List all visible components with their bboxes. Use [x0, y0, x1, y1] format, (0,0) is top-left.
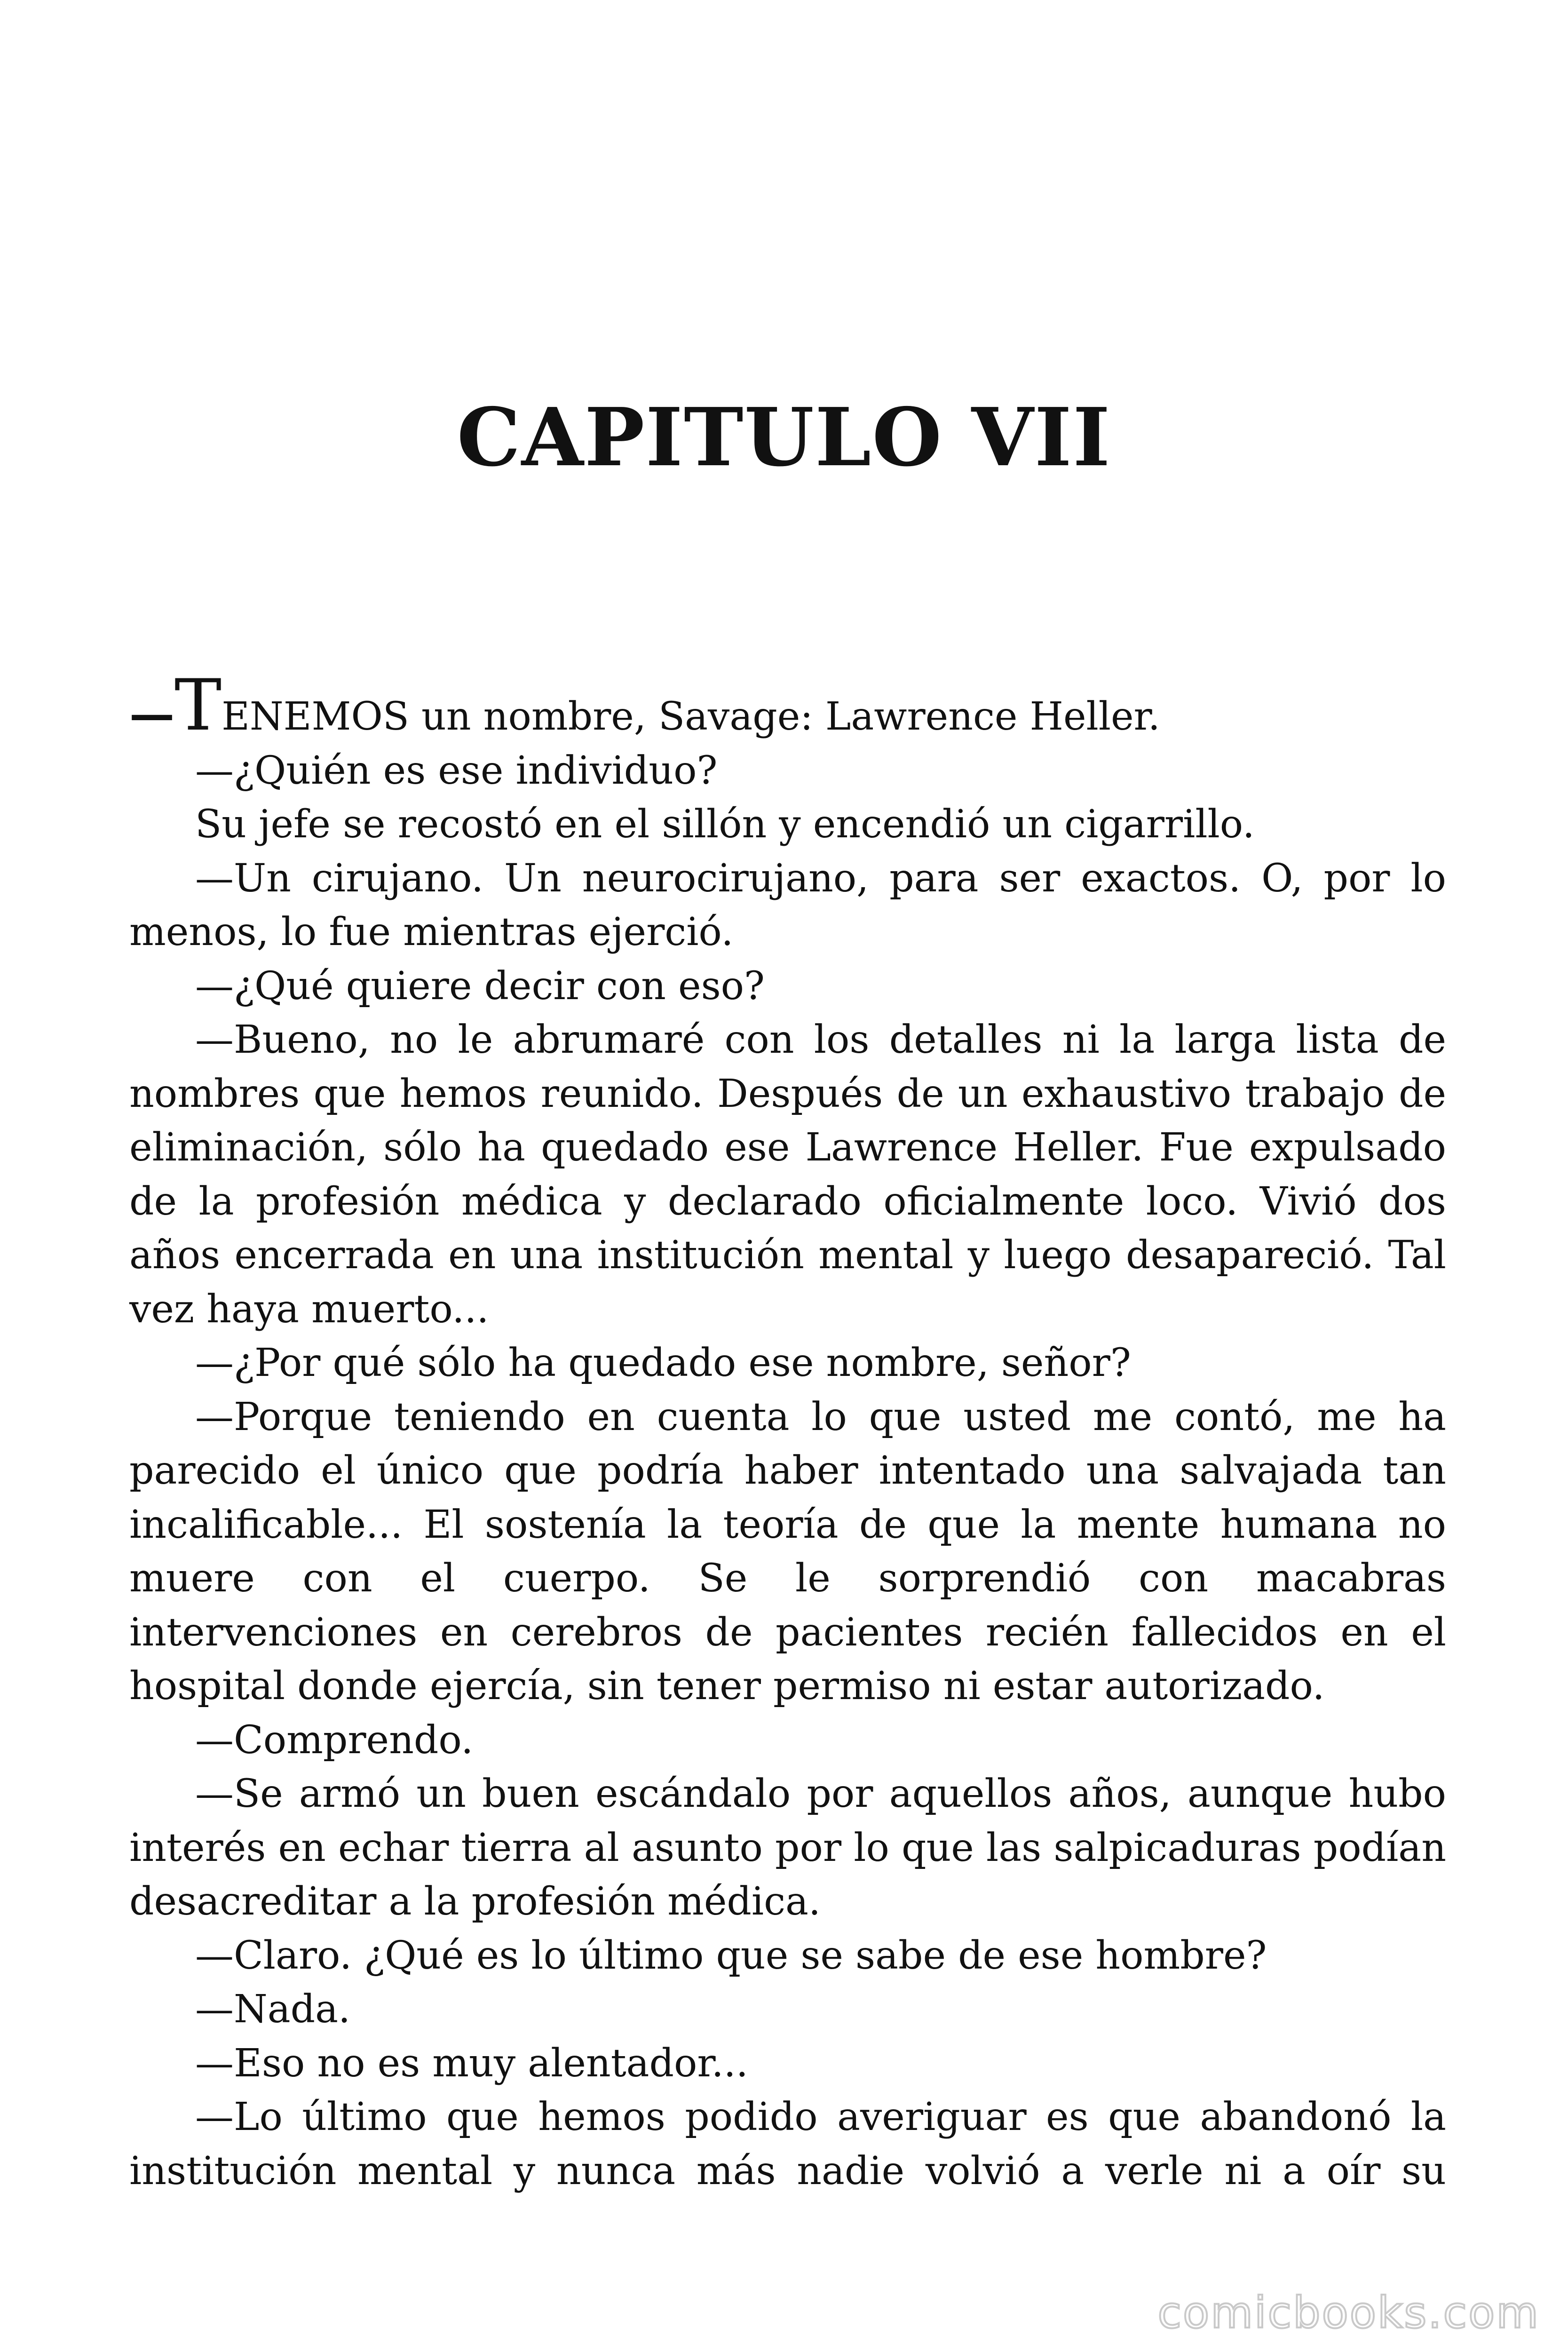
- paragraph: —Porque teniendo en cuenta lo que usted me contó, me ha parecido el único que podría haber intentado una salvajada tan incalificable... El sostenía la teoría de que la mente humana no muere con el cuerpo. Se le sorprendió con macabras intervenciones en cerebros de pacientes recién fallecidos en el hospital donde ejercía, sin tener permiso ni estar autorizado.: [129, 1394, 1446, 1708]
- opening-dash: —: [129, 687, 174, 740]
- paragraph: —¿Qué quiere decir con eso?: [195, 963, 765, 1009]
- drop-cap-letter: T: [174, 665, 222, 747]
- opening-paragraph: [129, 665, 1446, 747]
- watermark-logo: comicbooks.com: [1157, 2288, 1540, 2338]
- opening-small-caps: ENEMOS: [222, 694, 409, 739]
- paragraph: —¿Por qué sólo ha quedado ese nombre, señor?: [195, 1341, 1131, 1385]
- paragraph: —Bueno, no le abrumaré con los detalles ni la larga lista de nombres que hemos reunido. Después de un exhaustivo trabajo de eliminación, sólo ha quedado ese Lawrence Heller. Fue expulsado de la profesión médica y declarado oficialmente loco. Vivió dos años encerrada en una institución mental y luego desapareció. Tal vez haya muerto...: [129, 1017, 1446, 1332]
- paragraph: —Un cirujano. Un neurocirujano, para ser exactos. O, por lo menos, lo fue mientras ejerció.: [129, 856, 1446, 954]
- paragraph: —Eso no es muy alentador...: [195, 2041, 748, 2086]
- paragraph: —Nada.: [195, 1987, 351, 2032]
- paragraph: —Claro. ¿Qué es lo último que se sabe de ese hombre?: [195, 1933, 1267, 1978]
- chapter-body: [129, 665, 1446, 2198]
- paragraph: —Comprendo.: [195, 1717, 474, 1763]
- paragraph-continued: —Lo último que hemos podido averiguar es que abandonó la institución mental y nunca más nadie volvió a verle ni a oír su: [129, 2095, 1446, 2193]
- paragraph: —¿Quién es ese individuo?: [195, 748, 718, 793]
- paragraph: —Se armó un buen escándalo por aquellos años, aunque hubo interés en echar tierra al asunto por lo que las salpicaduras podían desacreditar a la profesión médica.: [129, 1772, 1446, 1924]
- opening-text: un nombre, Savage: Lawrence Heller.: [409, 694, 1160, 739]
- chapter-title: CAPITULO VII: [457, 390, 1111, 485]
- paragraph: Su jefe se recostó en el sillón y encendió un cigarrillo.: [195, 802, 1255, 847]
